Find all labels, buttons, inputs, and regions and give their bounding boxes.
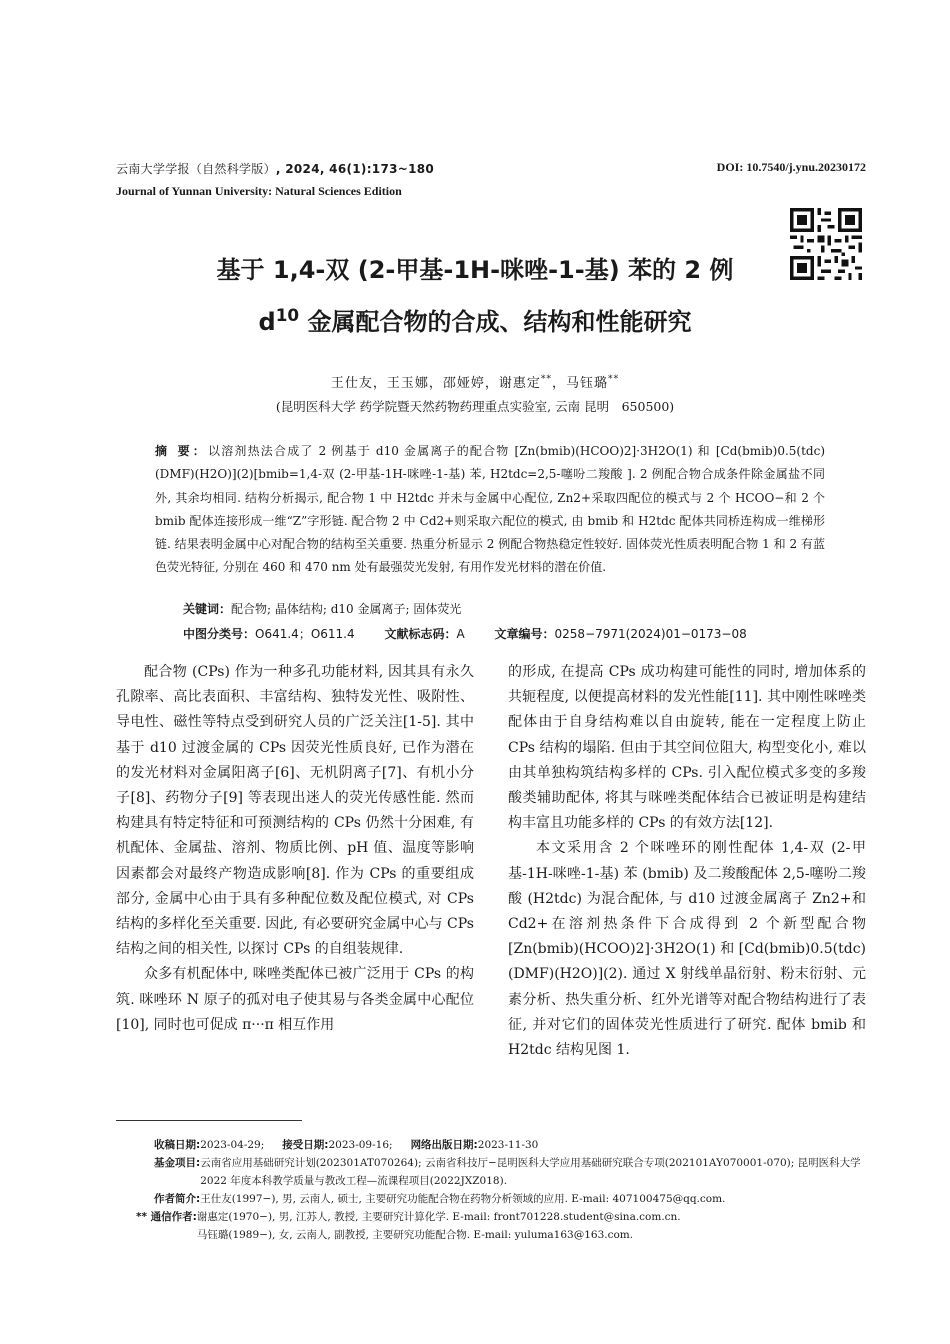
journal-name-cn: 云南大学学报（自然科学版）: [116, 162, 276, 176]
online-date: 2023-11-30: [477, 1139, 539, 1151]
title-rest: 金属配合物的合成、结构和性能研究: [299, 308, 692, 336]
author-bio-text: 王仕友(1997−), 男, 云南人, 硕士, 主要研究功能配合物在药物分析领域的应用. E-mail: 407100475@qq.com.: [200, 1193, 726, 1205]
journal-header: [116, 160, 434, 177]
abstract: [155, 440, 825, 580]
dates-row: [116, 1136, 868, 1154]
corr-row: [116, 1208, 868, 1244]
received-label: 收稿日期:: [154, 1139, 201, 1151]
clc-label: 中图分类号：: [183, 627, 256, 641]
corr-mark: **: [608, 374, 620, 385]
paragraph: 本文采用含 2 个咪唑环的刚性配体 1,4-双 (2-甲基-1H-咪唑-1-基) 苯 (bmib) 及二羧酸配体 2,5-噻吩二羧酸 (H2tdc) 为混合配体, 与 d10 过渡金属离子 Zn2+和 Cd2+在溶剂热条件下合成得到 2 个新型配合物 [Zn(bmib)(HCOO)2]·3H2O(1) 和 [Cd(bmib)0.5(tdc)(DMF)(H2O)](2). 通过 X 射线单晶衍射、粉末衍射、元素分析、热失重分析、红外光谱等对配合物结构进行了表征, 并对它们的固体荧光性质进行了研究. 配体 bmib 和 H2tdc 结构见图 1.: [508, 840, 867, 1059]
title-line-2: [0, 302, 950, 337]
accepted-date: 2023-09-16;: [328, 1139, 393, 1151]
footnote-divider: [116, 1120, 302, 1121]
keywords-label: 关键词：: [183, 602, 232, 616]
received-date: 2023-04-29;: [200, 1139, 265, 1151]
corr-label: ** 通信作者:: [136, 1211, 197, 1223]
journal-name-en: Journal of Yunnan University: Natural Sciences Edition: [116, 184, 402, 198]
fund-text: 云南省应用基础研究计划(202301AT070264); 云南省科技厅−昆明医科大学应用基础研究联合专项(202101AY070001-070); 昆明医科大学 2022 年度本科教学质量与教改工程—流课程项目(2022JXZ018).: [200, 1157, 861, 1187]
corr-mark: **: [540, 374, 552, 385]
fund-label: 基金项目:: [154, 1157, 201, 1169]
doi: DOI: 10.7540/j.ynu.20230172: [716, 160, 866, 174]
keywords: [183, 600, 461, 617]
body-right-column: [508, 660, 866, 1063]
affiliation: (昆明医科大学 药学院暨天然药物药理重点实验室, 云南 昆明 650500): [275, 399, 675, 414]
corr-author-2: 马钰璐(1989−), 女, 云南人, 副教授, 主要研究功能配合物. E-mail: yuluma163@163.com.: [196, 1229, 634, 1241]
author-bio-row: [116, 1190, 868, 1208]
abstract-text: 以溶剂热法合成了 2 例基于 d10 金属离子的配合物 [Zn(bmib)(HCOO)2]·3H2O(1) 和 [Cd(bmib)0.5(tdc)(DMF)(H2O)](2)[bmib=1,4-双 (2-甲基-1H-咪唑-1-基) 苯, H2tdc=2,5-噻吩二羧酸 ]. 2 例配合物合成条件除金属盐不同外, 其余均相同. 结构分析揭示, 配合物 1 中 H2tdc 并未与金属中心配位, Zn2+采取四配位的模式与 2 个 HCOO−和 2 个 bmib 配体连接形成一维“Z”字形链. 配合物 2 中 Cd2+则采取六配位的模式, 由 bmib 和 H2tdc 配体共同桥连构成一维梯形链. 结果表明金属中心对配合物的结构至关重要. 热重分析显示 2 例配合物热稳定性较好. 固体荧光性质表明配合物 1 和 2 有蓝色荧光特征, 分别在 460 和 470 nm 处有最强荧光发射, 有用作发光材料的潜在价值.: [155, 444, 825, 575]
authors-names: 王仕友，王玉娜，邵娅婷，谢惠定: [330, 376, 541, 391]
citation: , 2024, 46(1):173~180: [275, 162, 435, 176]
author-bio-label: 作者简介:: [154, 1193, 201, 1205]
corr-author-1: 谢惠定(1970−), 男, 江苏人, 教授, 主要研究计算化学. E-mail: front701228.student@sina.com.cn.: [196, 1211, 681, 1223]
title-line-1: 基于 1,4-双 (2-甲基-1H-咪唑-1-基) 苯的 2 例: [216, 256, 734, 284]
paragraph: 配合物 (CPs) 作为一种多孔功能材料, 因其具有永久孔隙率、高比表面积、丰富结构、独特发光性、吸附性、导电性、磁性等特点受到研究人员的广泛关注[1-5]. 其中基于 d10 过渡金属的 CPs 因荧光性质良好, 已作为潜在的发光材料对金属阳离子[6]、无机阴离子[7]、有机小分子[8]、药物分子[9] 等表现出迷人的荧光传感性能. 然而构建具有特定特征和可预测结构的 CPs 仍然十分困难, 有机配体、金属盐、溶剂、物质比例、pH 值、温度等影响因素都会对最终产物造成影响[8]. 作为 CPs 的重要组成部分, 金属中心由于具有多种配位数及配位模式, 对 CPs 结构的多样化至关重要. 因此, 有必要研究金属中心与 CPs 结构之间的相关性, 以探讨 CPs 的自组装规律.: [116, 664, 474, 958]
article-number-value: 0258−7971(2024)01−0173−08: [554, 627, 747, 641]
article-number-label: 文章编号：: [494, 627, 555, 641]
author-list: [0, 372, 950, 391]
online-label: 网络出版日期:: [410, 1139, 478, 1151]
authors-last: ，马钰璐: [552, 376, 609, 391]
doc-code-label: 文献标志码：: [384, 627, 457, 641]
paragraph: 的形成, 在提高 CPs 成功构建可能性的同时, 增加体系的共轭程度, 以便提高材料的发光性能[11]. 其中刚性咪唑类配体由于自身结构难以自由旋转, 能在一定程度上防止 CPs 结构的塌陷. 但由于其空间位阻大, 构型变化小, 难以由其单独构筑结构多样的 CPs. 引入配位模式多变的多羧酸类辅助配体, 将其与咪唑类配体结合已被证明是构建结构丰富且功能多样的 CPs 的有效方法[12].: [508, 664, 866, 832]
accepted-label: 接受日期:: [282, 1139, 329, 1151]
body-left-column: [116, 660, 474, 1038]
title-d-superscript: 10: [275, 305, 300, 325]
classification-line: [183, 625, 773, 642]
footnotes: [116, 1136, 868, 1244]
fund-row: [116, 1154, 868, 1190]
abstract-label: 摘 要：: [155, 444, 208, 458]
clc-value: O641.4；O611.4: [255, 627, 355, 641]
paragraph: 众多有机配体中, 咪唑类配体已被广泛用于 CPs 的构筑. 咪唑环 N 原子的孤对电子使其易与各类金属中心配位[10], 同时也可促成 π···π 相互作用: [116, 966, 474, 1033]
keywords-text: 配合物; 晶体结构; d10 金属离子; 固体荧光: [231, 602, 462, 616]
title-d: d: [258, 308, 276, 336]
doc-code-value: A: [456, 627, 465, 641]
